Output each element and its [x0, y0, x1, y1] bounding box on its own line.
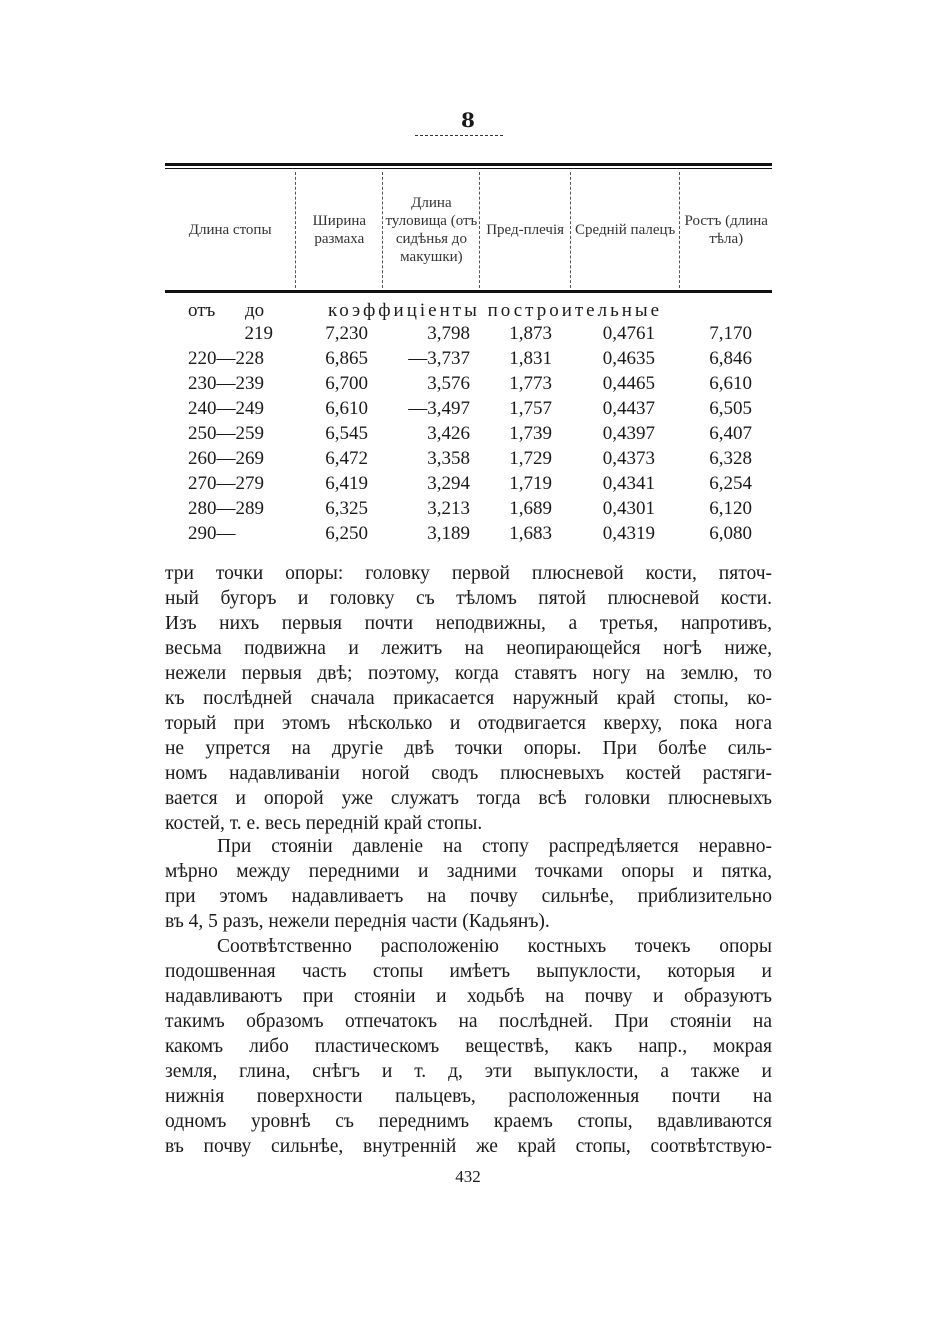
- table-cell: 6,080: [709, 523, 752, 544]
- table-cell: 3,798: [427, 323, 470, 344]
- text-line: не упрется на другіе двѣ точки опоры. При болѣе силь-: [165, 738, 772, 759]
- table-cell: 280—289: [188, 498, 264, 519]
- table-cell: 6,254: [709, 473, 752, 494]
- table-cell: 1,739: [509, 423, 552, 444]
- table-row: [165, 448, 772, 473]
- text-line: торый при этомъ нѣсколько и отодвигается кверху, пока нога: [165, 713, 772, 734]
- text-line: номъ надавливаніи ногой сводъ плюсневыхъ костей растяги-: [165, 763, 772, 784]
- table-cell: 6,545: [325, 423, 368, 444]
- table-cell: 1,873: [509, 323, 552, 344]
- table-cell: 1,719: [509, 473, 552, 494]
- table-cell: 220—228: [188, 348, 264, 369]
- table-cell: 1,773: [509, 373, 552, 394]
- table-cell: 3,294: [427, 473, 470, 494]
- text-line: весьма подвижна и лежитъ на неопирающейся ногѣ ниже,: [165, 638, 772, 659]
- column-header: Ростъ (длина тѣла): [680, 172, 772, 288]
- table-row: [165, 398, 772, 423]
- decorative-dash: [415, 135, 503, 136]
- table-cell: 6,407: [709, 423, 752, 444]
- table-top-rule: [165, 163, 772, 166]
- table-cell: 260—269: [188, 448, 264, 469]
- page-number: 432: [455, 1167, 481, 1186]
- table-cell: 0,4319: [602, 523, 655, 544]
- text-line: ный бугоръ и головку съ тѣломъ пятой плюсневой кости.: [165, 588, 772, 609]
- table-cell: 6,865: [325, 348, 368, 369]
- table-cell: 250—259: [188, 423, 264, 444]
- table-cell: —3,737: [408, 348, 470, 369]
- table-cell: 3,426: [427, 423, 470, 444]
- table-cell: 0,4465: [602, 373, 655, 394]
- table-cell: 6,328: [709, 448, 752, 469]
- text-line: мѣрно между передними и задними точками опоры и пятка,: [165, 861, 772, 882]
- column-header: Длина туловища (отъ сидѣнья до макушки): [383, 172, 480, 288]
- table-row: [165, 423, 772, 448]
- table-row: [165, 523, 772, 548]
- table-row: [165, 498, 772, 523]
- table-cell: 6,325: [325, 498, 368, 519]
- column-header: Средній палецъ: [570, 172, 680, 288]
- table-cell: —3,497: [408, 398, 470, 419]
- table-cell: 270—279: [188, 473, 264, 494]
- table-cell: 0,4437: [602, 398, 655, 419]
- table-cell: 230—239: [188, 373, 264, 394]
- table-cell: 6,700: [325, 373, 368, 394]
- table-cell: 6,610: [325, 398, 368, 419]
- table-cell: 290—: [188, 523, 236, 544]
- table-cell: 1,683: [509, 523, 552, 544]
- table-cell: 0,4397: [602, 423, 655, 444]
- table-cell: 0,4341: [602, 473, 655, 494]
- text-line: костей, т. е. весь передній край стопы.: [165, 813, 483, 834]
- table-cell: 3,358: [427, 448, 470, 469]
- table-row: [165, 323, 772, 348]
- table-cell: 0,4635: [602, 348, 655, 369]
- subheader-to: до: [245, 300, 265, 321]
- table-cell: 3,576: [427, 373, 470, 394]
- column-header: Пред-плечія: [480, 172, 570, 288]
- table-cell: 1,757: [509, 398, 552, 419]
- table-cell: 1,831: [509, 348, 552, 369]
- table-cell: 6,472: [325, 448, 368, 469]
- text-line: При стояніи давленіе на стопу распредѣляется неравно-: [217, 836, 772, 857]
- table-cell: 3,189: [427, 523, 470, 544]
- subheader-from: отъ: [188, 300, 216, 321]
- text-line: земля, глина, снѣгъ и т. д, эти выпуклости, а также и: [165, 1061, 772, 1082]
- text-line: нижнія поверхности пальцевъ, расположенныя почти на: [165, 1086, 772, 1107]
- text-line: такимъ образомъ отпечатокъ на послѣдней. При стояніи на: [165, 1011, 772, 1032]
- table-cell: 0,4761: [602, 323, 655, 344]
- table-cell: 6,120: [709, 498, 752, 519]
- table-row: [165, 473, 772, 498]
- text-line: подошвенная часть стопы имѣетъ выпуклости, которыя и: [165, 961, 772, 982]
- subheader-caption: коэффиціенты построительные: [328, 300, 663, 321]
- table-cell: 6,846: [709, 348, 752, 369]
- text-line: три точки опоры: головку первой плюсневой кости, пяточ-: [165, 563, 772, 584]
- text-line: въ 4, 5 разъ, нежели переднія части (Кадьянъ).: [165, 911, 550, 932]
- table-cell: 6,610: [709, 373, 752, 394]
- table-cell: 3,213: [427, 498, 470, 519]
- table-header-bottom-rule: [165, 290, 772, 293]
- table-cell: 219: [244, 323, 273, 344]
- table-cell: 240—249: [188, 398, 264, 419]
- table-cell: 6,419: [325, 473, 368, 494]
- text-line: къ послѣдней сначала прикасается наружный край стопы, ко-: [165, 688, 772, 709]
- text-line: вается и опорой уже служатъ тогда всѣ головки плюсневыхъ: [165, 788, 772, 809]
- table-cell: 6,505: [709, 398, 752, 419]
- text-line: нежели первыя двѣ; поэтому, когда ставятъ ногу на землю, то: [165, 663, 772, 684]
- table-top-rule-thin: [165, 168, 772, 169]
- table-cell: 1,729: [509, 448, 552, 469]
- text-line: Соотвѣтственно расположенію костныхъ точекъ опоры: [217, 936, 772, 957]
- column-header: Ширина размаха: [296, 172, 383, 288]
- table-header: [165, 172, 772, 288]
- text-line: надавливаютъ при стояніи и ходьбѣ на почву и образуютъ: [165, 986, 772, 1007]
- text-line: какомъ либо пластическомъ веществѣ, какъ напр., мокрая: [165, 1036, 772, 1057]
- table-cell: 0,4373: [602, 448, 655, 469]
- text-line: въ почву сильнѣе, внутренній же край стопы, соотвѣтствую-: [165, 1136, 772, 1157]
- table-cell: 7,170: [709, 323, 752, 344]
- text-line: Изъ нихъ первыя почти неподвижны, а третья, напротивъ,: [165, 613, 772, 634]
- text-line: одномъ уровнѣ съ переднимъ краемъ стопы, вдавливаются: [165, 1111, 772, 1132]
- table-cell: 1,689: [509, 498, 552, 519]
- table-cell: 0,4301: [602, 498, 655, 519]
- column-header: Длина стопы: [188, 222, 272, 238]
- table-row: [165, 348, 772, 373]
- table-cell: 7,230: [325, 323, 368, 344]
- table-cell: 6,250: [325, 523, 368, 544]
- text-line: при этомъ надавливаетъ на почву сильнѣе, приблизительно: [165, 886, 772, 907]
- section-number: 8: [461, 108, 475, 132]
- table-row: [165, 373, 772, 398]
